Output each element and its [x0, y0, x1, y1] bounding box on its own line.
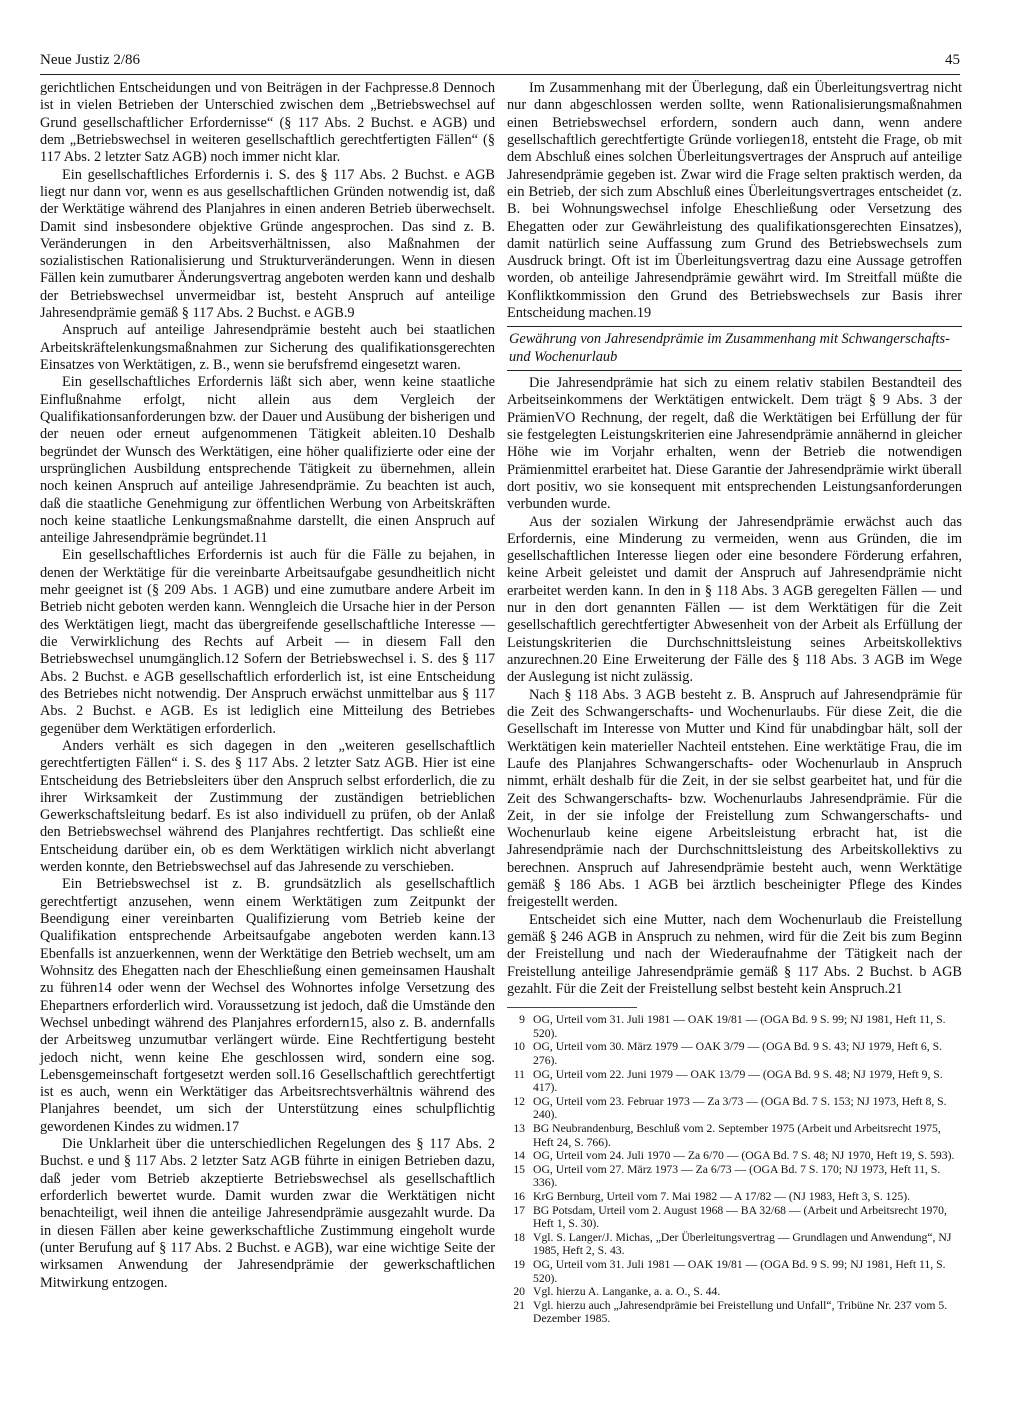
right-column	[507, 80, 962, 1326]
section-rule-top	[507, 326, 962, 327]
footnote	[507, 1231, 962, 1258]
footnote-number: 16	[513, 1189, 525, 1203]
footnote-text: OG, Urteil vom 31. Juli 1981 — OAK 19/81 — (OGA Bd. 9 S. 99; NJ 1981, Heft 11, S. 520).	[533, 1013, 946, 1040]
footnote-text: Vgl. hierzu A. Langanke, a. a. O., S. 44.	[533, 1285, 721, 1299]
paragraph: Die Jahresendprämie hat sich zu einem relativ stabilen Bestandteil des Arbeitseinkommens der Werktätigen entwickelt. Dem trägt § 9 Abs. 3 der PrämienVO Rechnung, der regelt, daß die Werktätigen bei Erfüllung der für sie festgelegten Leistungskriterien eine Jahresendprämie annähernd in gleicher Höhe wie im Vorjahr erhalten, wenn der Betrieb die notwendigen Prämienmittel erarbeitet hat. Diese Garantie der Jahresendprämie wirkt überall dort positiv, wo sie konsequent mit entsprechenden Leistungsanforderungen verbunden wurde.	[507, 375, 962, 513]
page-number: 45	[945, 52, 960, 68]
paragraph: Nach § 118 Abs. 3 AGB besteht z. B. Anspruch auf Jahresendprämie für die Zeit des Schwangerschafts- und Wochenurlaubs. Für diese Zeit, die die Gesellschaft im Interesse von Mutter und Kind für unabdingbar hält, soll der Werktätigen kein materieller Nachteil entstehen. Eine werktätige Frau, die im Laufe des Planjahres Schwangerschafts- oder Wochenurlaub in Anspruch nimmt, erhält deshalb für die Zeit, in der sie selbst gearbeitet hat, und für die Zeit des Schwangerschafts- bzw. Wochenurlaubs Jahresendprämie. Für die Zeit, in der sie infolge der Freistellung zum Schwangerschafts- und Wochenurlaub keine eigene Arbeitsleistung erbracht hat, ist die Jahresendprämie nach der Durchschnittsleistung des Arbeitskollektivs zu berechnen. Anspruch auf Jahresendprämie besteht auch, wenn Werktätige gemäß § 186 Abs. 1 AGB bei ärztlich bescheinigter Pflege des Kindes freigestellt werden.	[507, 686, 962, 911]
footnote	[507, 1258, 962, 1285]
journal-issue: Neue Justiz 2/86	[40, 52, 140, 68]
paragraph: Anspruch auf anteilige Jahresendprämie besteht auch bei staatlichen Arbeitskräftelenkungsmaßnahmen zur Sicherung des qualifikationsgerechten Einsatzes von Werktätigen, z. B., wenn sie berufsfremd eingesetzt waren.	[40, 322, 495, 373]
footnote-number: 21	[513, 1298, 525, 1312]
footnote	[507, 1190, 962, 1204]
footnote-text: OG, Urteil vom 23. Februar 1973 — Za 3/73 — (OGA Bd. 7 S. 153; NJ 1973, Heft 8, S. 240).	[533, 1094, 947, 1122]
paragraph: Anders verhält es sich dagegen in den „weiteren gesellschaftlich gerechtfertigten Fällen“ i. S. des § 117 Abs. 2 letzter Satz AGB. Hier ist eine Entscheidung des Betriebsleiters über den Anspruch selbst erforderlich, die zu ihrer Wirksamkeit der Zustimmung der zuständigen betrieblichen Gewerkschaftsleitung bedarf. Es ist also individuell zu prüfen, ob der Anlaß den Betriebswechsel während des Planjahres rechtfertigt. Das schließt eine Entscheidung darüber ein, ob es dem Werktätigen wirklich nicht abverlangt werden konnte, den Betriebswechsel auf das Jahresende zu verschieben.	[40, 737, 495, 876]
footnote-text: BG Potsdam, Urteil vom 2. August 1968 — BA 32/68 — (Arbeit und Arbeitsrecht 1970, Heft 1, S. 30).	[533, 1203, 947, 1231]
footnote-number: 10	[513, 1040, 525, 1054]
footnote	[507, 1163, 962, 1190]
footnote-text: OG, Urteil vom 31. Juli 1981 — OAK 19/81 — (OGA Bd. 9 S. 99; NJ 1981, Heft 11, S. 520).	[533, 1257, 946, 1285]
footnote-text: OG, Urteil vom 22. Juni 1979 — OAK 13/79 — (OGA Bd. 9 S. 48; NJ 1979, Heft 9, S. 417).	[533, 1067, 943, 1095]
footnote	[507, 1122, 962, 1149]
paragraph: Entscheidet sich eine Mutter, nach dem Wochenurlaub die Freistellung gemäß § 246 AGB in Anspruch zu nehmen, wird für die Zeit bis zum Beginn der Freistellung und nach der Wiederaufnahme der Tätigkeit nach der Freistellung anteilige Jahresendprämie gemäß § 117 Abs. 2 Buchst. b AGB gezahlt. Für die Zeit der Freistellung selbst besteht kein Anspruch.21	[507, 911, 962, 997]
footnote-number: 11	[513, 1067, 525, 1081]
paragraph: Ein gesellschaftliches Erfordernis läßt sich aber, wenn keine staatliche Einflußnahme erfolgt, nicht allein aus dem Vergleich der Qualifikationsanforderungen bzw. der Dauer und Ausübung der bisherigen und der neuen oder erneut aufgenommenen Tätigkeit ableiten.10 Deshalb begründet der Wunsch des Werktätigen, eine höher qualifizierte oder eine der ursprünglichen Ausbildung entsprechende Tätigkeit zu übernehmen, allein noch keinen Anspruch auf anteilige Jahresendprämie. Zu beachten ist auch, daß die staatliche Genehmigung zur öffentlichen Werbung von Arbeitskräften noch keine staatliche Lenkungsmaßnahme darstellt, die einen Anspruch auf anteilige Jahresendprämie begründet.11	[40, 374, 495, 547]
page-header	[40, 52, 960, 75]
section-heading: Gewährung von Jahresendprämie im Zusammenhang mit Schwangerschafts- und Wochenurlaub	[509, 331, 950, 365]
footnote-text: OG, Urteil vom 27. März 1973 — Za 6/73 — (OGA Bd. 7 S. 170; NJ 1973, Heft 11, S. 336).	[533, 1162, 941, 1190]
footnote	[507, 1299, 962, 1326]
footnote-text: Vgl. hierzu auch „Jahresendprämie bei Freistellung und Unfall“, Tribüne Nr. 237 vom 5. Dezember 1985.	[533, 1298, 948, 1326]
footnote-number: 9	[519, 1013, 525, 1027]
paragraph: Ein Betriebswechsel ist z. B. grundsätzlich als gesellschaftlich gerechtfertigt anzusehen, wenn einem Werktätigen zum Zeitpunkt der Beendigung einer vereinbarten Qualifizierung vom Betrieb keine der Qualifikation entsprechende Arbeitsaufgabe angeboten werden kann.13 Ebenfalls ist anzuerkennen, wenn der Werktätige den Betrieb wechselt, um am Wohnsitz des Ehegatten nach der Eheschließung einen gemeinsamen Haushalt zu führen14 oder wenn der Wechsel des Wohnortes infolge Versetzung des Ehepartners erforderlich wird. Voraussetzung ist jedoch, daß die Umstände den Wechsel unbedingt während des Planjahres erfordern15, also z. B. andernfalls der Arbeitsweg unzumutbar verlängert würde. Eine Rechtfertigung besteht jedoch nicht, wenn keine Ehe geschlossen wird, sondern eine sog. Lebensgemeinschaft fortgesetzt werden soll.16 Gesellschaftlich gerechtfertigt ist es auch, wenn ein Werktätiger das Arbeitsrechtsverhältnis während des Planjahres beendet, um sich der Unterstützung eines schulpflichtig gewordenen Kindes zu widmen.17	[40, 876, 495, 1135]
footnote	[507, 1040, 962, 1067]
footnote-number: 19	[513, 1257, 525, 1271]
footnote-number: 12	[513, 1094, 525, 1108]
footnote-text: OG, Urteil vom 30. März 1979 — OAK 3/79 — (OGA Bd. 9 S. 43; NJ 1979, Heft 6, S. 276).	[533, 1040, 943, 1068]
paragraph: Ein gesellschaftliches Erfordernis i. S. des § 117 Abs. 2 Buchst. e AGB liegt nur dann vor, wenn es aus gesellschaftlichen Gründen notwendig ist, daß der Werktätige während des Planjahres in einen anderen Betrieb überwechselt. Damit sind insbesondere objektive Gründe angesprochen. Das sind z. B. Veränderungen in den Arbeitsverhältnissen, also Maßnahmen der sozialistischen Rationalisierung und Strukturveränderungen. Wenn in diesen Fällen kein zumutbarer Änderungsvertrag angeboten werden kann und deshalb der Betriebswechsel unvermeidbar ist, besteht Anspruch auf anteilige Jahresendprämie gemäß § 117 Abs. 2 Buchst. e AGB.9	[40, 166, 495, 322]
paragraph: Im Zusammenhang mit der Überlegung, daß ein Überleitungsvertrag nicht nur dann abgeschlossen werden sollte, wenn Rationalisierungsmaßnahmen einen Betriebswechsel erfordern, sondern auch dann, wenn andere gesellschaftlich gerechtfertigte Gründe vorliegen18, entsteht die Frage, ob mit dem Abschluß eines solchen Überleitungsvertrages der Anspruch auf anteilige Jahresendprämie gegeben ist. Zwar wird die Frage selten praktisch werden, da ein Betrieb, der sich zum Abschluß eines Überleitungsvertrages entscheidet (z. B. bei Wohnungswechsel infolge Eheschließung oder Versetzung des Ehegatten oder zur Gewährleistung des qualifikationsgerechten Einsatzes), damit natürlich seine Auffassung zum Grund des Betriebswechsels zum Ausdruck bringt. Oft ist im Überleitungsvertrag dazu eine Aussage getroffen worden, ob anteilige Jahresendprämie gewährt wird. Im Streitfall müßte die Konfliktkommission den Grund des Betriebswechsels zur Basis ihrer Entscheidung machen.19	[507, 80, 962, 322]
section-rule-bottom	[507, 370, 962, 371]
footnote-number: 20	[513, 1285, 525, 1299]
footnote	[507, 1013, 962, 1040]
footnote-text: KrG Bernburg, Urteil vom 7. Mai 1982 — A 17/82 — (NJ 1983, Heft 3, S. 125).	[533, 1189, 911, 1203]
paragraph: gerichtlichen Entscheidungen und von Beiträgen in der Fachpresse.8 Dennoch ist in vielen Betrieben der Unterschied zwischen dem „Betriebswechsel auf Grund gesellschaftlicher Erfordernisse“ (§ 117 Abs. 2 Buchst. e AGB) und dem „Betriebswechsel in weiteren gesellschaftlich gerechtfertigten Fällen“ (§ 117 Abs. 2 letzter Satz AGB) noch immer nicht klar.	[40, 80, 495, 166]
left-column	[40, 80, 495, 1292]
footnote-number: 17	[513, 1203, 525, 1217]
footnote	[507, 1149, 962, 1163]
footnote-number: 15	[513, 1162, 525, 1176]
footnote-text: OG, Urteil vom 24. Juli 1970 — Za 6/70 — (OGA Bd. 7 S. 48; NJ 1970, Heft 19, S. 593).	[533, 1149, 955, 1163]
footnote-text: Vgl. S. Langer/J. Michas, „Der Überleitungsvertrag — Grundlagen und Anwendung“, NJ 1985, Heft 2, S. 43.	[533, 1230, 952, 1258]
paragraph: Die Unklarheit über die unterschiedlichen Regelungen des § 117 Abs. 2 Buchst. e und § 117 Abs. 2 letzter Satz AGB führte in einigen Betrieben dazu, daß jeder vom Betrieb akzeptierte Betriebswechsel als gesellschaftlich erforderlich bewertet wurde. Damit wurden zwar die Werktätigen nicht benachteiligt, weil ihnen die anteilige Jahresendprämie ausgezahlt wurde. Da in diesen Fällen aber keine gewerkschaftliche Zustimmung eingeholt wurde (unter Berufung auf § 117 Abs. 2 Buchst. e AGB), war eine wichtige Seite der wirksamen Anwendung der Jahresendprämie der gewerkschaftlichen Mitwirkung entzogen.	[40, 1136, 495, 1291]
footnotes	[507, 1013, 962, 1326]
paragraph: Aus der sozialen Wirkung der Jahresendprämie erwächst auch das Erfordernis, eine Minderung zu vermeiden, wenn aus Gründen, die im gesellschaftlichen Interesse liegen oder eine besondere Förderung erfahren, keine Arbeit geleistet und damit der Anspruch auf Jahresendprämie nicht erarbeitet werden kann. In den in § 118 Abs. 3 AGB geregelten Fällen — und nur in den dort genannten Fällen — ist dem Werktätigen für die Zeit gesellschaftlich gerechtfertigter Abwesenheit von der Arbeit als Erfüllung der Leistungskriterien die Durchschnittsleistung seines Arbeitskollektivs anzurechnen.20 Eine Erweiterung der Fälle des § 118 Abs. 3 AGB im Wege der Auslegung ist nicht zulässig.	[507, 513, 962, 686]
footnote-rule	[507, 1007, 637, 1008]
footnote	[507, 1068, 962, 1095]
footnote	[507, 1204, 962, 1231]
footnote	[507, 1285, 962, 1299]
footnote	[507, 1095, 962, 1122]
footnote-number: 14	[513, 1149, 525, 1163]
footnote-number: 18	[513, 1230, 525, 1244]
footnote-number: 13	[513, 1122, 525, 1135]
paragraph: Ein gesellschaftliches Erfordernis ist auch für die Fälle zu bejahen, in denen der Werktätige für die vereinbarte Arbeitsaufgabe gesundheitlich nicht mehr geeignet ist (§ 209 Abs. 1 AGB) und eine zumutbare andere Arbeit im Betrieb nicht geboten werden kann. Wenngleich die Ursache hier in der Person des Werktätigen liegt, macht das übergreifende gesellschaftliche Interesse — die Verwirklichung des Rechts auf Arbeit — in diesem Fall den Betriebswechsel unumgänglich.12 Sofern der Betriebswechsel i. S. des § 117 Abs. 2 Buchst. e AGB gesellschaftlich erforderlich ist, ist eine Entscheidung des Betriebes nicht notwendig. Der Anspruch erwächst unmittelbar aus § 117 Abs. 2 Buchst. e AGB. Es ist lediglich eine Mitteilung des Betriebes gegenüber dem Werktätigen erforderlich.	[40, 547, 495, 737]
footnote-text: BG Neubrandenburg, Beschluß vom 2. September 1975 (Arbeit und Arbeitsrecht 1975, Heft 24, S. 766).	[533, 1122, 941, 1149]
